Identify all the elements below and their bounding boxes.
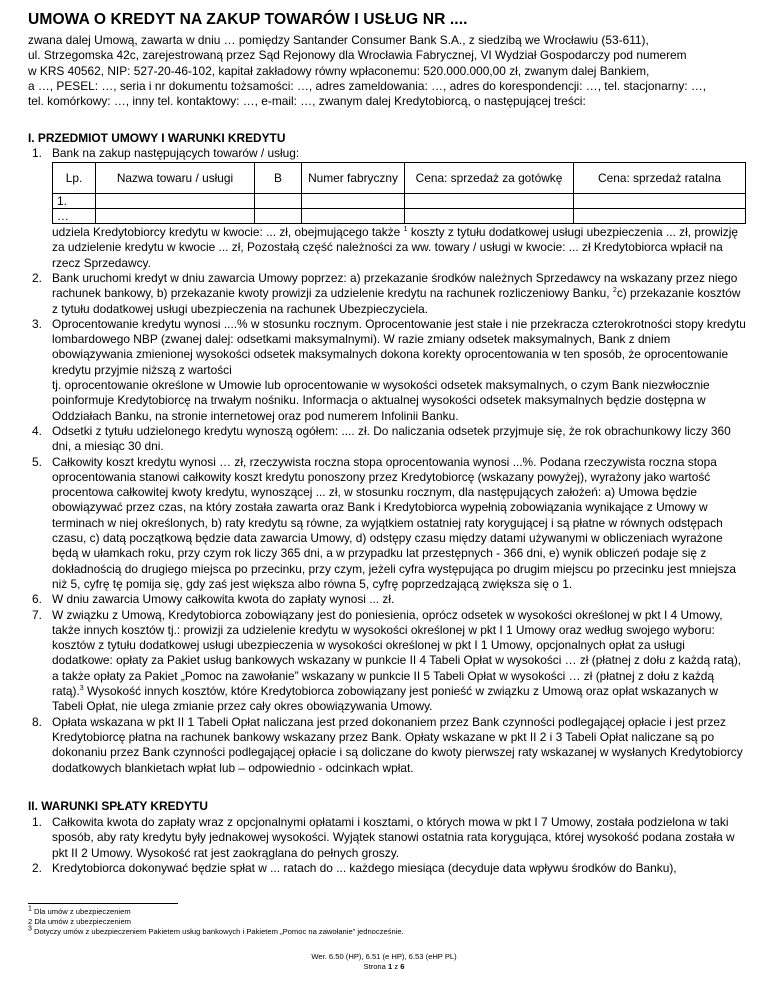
item-text: W dniu zawarcia Umowy całkowita kwota do zapłaty wynosi ... zł.: [52, 592, 395, 607]
section-1-heading: I. PRZEDMIOT UMOWY I WARUNKI KREDYTU: [28, 131, 286, 145]
table-cell: [96, 194, 255, 209]
list-item: [28, 608, 746, 715]
header-installment-price: Cena: sprzedaż ratalna: [574, 163, 746, 194]
table-cell: [96, 209, 255, 224]
intro-line: ul. Strzegomska 42c, zarejestrowaną przez Sąd Rejonowy dla Wrocławia Fabrycznej, VI Wydział Gospodarczy pod numerem: [28, 48, 687, 63]
table-cell: [255, 209, 302, 224]
item-text: Całkowita kwota do zapłaty wraz z opcjonalnymi opłatami i kosztami, o których mowa w pkt I 7 Umowy, została podzielona w taki sposób, aby raty kredytu były jednakowej wysokości. Wyjątek stanowi ostatnia rata korygująca, której wysokość podana została w pkt II 2 Umowy. Wysokość rat jest zaokrąglana do pełnych groszy.: [52, 815, 735, 860]
list-item: [28, 815, 746, 861]
text-run: koszty z tytułu dodatkowej usługi ubezpieczenia ... zł, prowizję za udzielenie kredytu w kwocie ... zł, Pozostałą część należności za ww. towary / usługi w kwocie: ... zł Kredytobiorca wpłacił na rzecz Sprzedawcy.: [52, 225, 738, 270]
page-total: 6: [400, 962, 405, 971]
table-cell: [574, 194, 746, 209]
list-item: [28, 455, 746, 593]
list-item: [28, 424, 746, 455]
table-cell: 1.: [53, 194, 96, 209]
item-text: Opłata wskazana w pkt II 1 Tabeli Opłat naliczana jest przed dokonaniem przez Bank czynności podlegającej opłacie i jest przez Kredytobiorcę płatna na rachunek bankowy wskazany przez Bank. Opłaty wskazane w pkt II 2 i 3 Tabeli Opłat naliczane są po dokonaniu przez Bank czynności podlegającej opłacie i są doliczane do kwoty pierwszej raty wskazanej w wysłanych Kredytobiorcy dodatkowych blankietach wpłat lub – odpowiednio - odcinkach wpłat.: [52, 714, 743, 775]
footnote: [28, 927, 746, 937]
intro-line: w KRS 40562, NIP: 527-20-46-102, kapitał zakładowy równy wpłaconemu: 520.000.000,00 zł, zwanym dalej Bankiem,: [28, 63, 650, 78]
section-2-heading: II. WARUNKI SPŁATY KREDYTU: [28, 799, 208, 813]
section-1-item-1: [28, 146, 746, 161]
table-cell: [302, 209, 405, 224]
table-row: [53, 209, 746, 224]
list-item: [28, 317, 746, 424]
item-text: Odsetki z tytułu udzielonego kredytu wynoszą ogółem: .... zł. Do naliczania odsetek przyjmuje się, że rok obrachunkowy liczy 360 dni, a miesiąc 30 dni.: [52, 423, 731, 454]
section-1-items: [28, 271, 746, 776]
item-number: 1.: [32, 146, 42, 160]
footnote: [28, 907, 746, 917]
item-text: [52, 225, 746, 271]
header-lp: Lp.: [53, 163, 96, 194]
table-cell: [405, 194, 574, 209]
item-text: Całkowity koszt kredytu wynosi … zł, rzeczywista roczna stopa oprocentowania wynosi ...%. Podana rzeczywista roczna stopa oprocentowania stanowi całkowity koszt kredytu ponoszony przez Kredytobiorcę (wskazany powyżej), wyrażony jako wartość procentowa całkowitej kwoty kredytu, wynoszącej ... zł, w stosunku rocznym, dla następujących założeń: a) Umowa będzie obowiązywać przez czas, na który została zawarta oraz Bank i Kredytobiorca wypełnią zobowiązania wynikające z Umowy w terminach w niej określonych, b) raty kredytu są równe, za wyjątkiem ostatniej raty korygującej i są płatne w równych odstępach czasu, c) datą początkową będzie data zawarcia Umowy, d) odstępy czasu między datami używanymi w obliczeniach wyrażone będą w ułamkach roku, przy czym rok liczy 365 dni, a w przypadku lat przestępnych - 366 dni, e) wynik obliczeń podaje się z dokładnością do drugiego miejsca po przecinku, przy czym, jeżeli cyfra występująca po drugim miejscu po przecinku jest mniejsza niż 5, cyfrę tę pomija się, gdy zaś jest większa albo równa 5, cyfrę poprzedzającą zwiększa się o 1.: [52, 454, 737, 591]
table-cell: [574, 209, 746, 224]
header-serial: Numer fabryczny: [302, 163, 405, 194]
list-item: [28, 715, 746, 776]
item-text: tj. oprocentowanie określone w Umowie lub oprocentowanie w wysokości odsetek maksymalnych, o czym Bank niezwłocznie poinformuje Kredytobiorcę na trwałym nośniku. Informacja o aktualnej wysokości odsetek maksymalnych będzie dostępna w Oddziałach Banku, na stronie internetowej oraz pod numerem Infolinii Banku.: [52, 378, 710, 423]
item-number: 2.: [32, 860, 42, 875]
footnote-text: Dotyczy umów z ubezpieczeniem Pakietem usług bankowych i Pakietem „Pomoc na zawołanie” jednocześnie.: [31, 927, 404, 936]
footnote-mark: 3: [28, 925, 32, 933]
text-run: W związku z Umową, Kredytobiorca zobowiązany jest do poniesienia, oprócz odsetek w wysokości określonej w pkt I 4 Umowy, także innych kosztów tj.: prowizji za udzielenie kredytu w wysokości określonej w pkt I 1 Umowy oraz według swojego wyboru: kosztów z tytułu dodatkowej usługi ubezpieczenia w wysokości określonej w pkt I 1 Umowy, opcjonalnych opłat za usługi dodatkowe: opłaty za Pakiet usług bankowych wskazany w punkcie II 4 Tabeli Opłat w wysokości … zł (płatnej z dołu z każdą ratą), a także opłaty za Pakiet „Pomoc na zawołanie” wskazany w punkcie II 5 Tabeli Opłat w wysokości … zł (płatnej z dołu z każdą ratą).: [52, 607, 742, 699]
item-number: 6.: [32, 592, 42, 607]
footnote: [28, 917, 746, 927]
text-run: c) przekazanie kosztów z tytułu dodatkowej usługi ubezpieczenia na rachunek Ubezpieczyciela.: [52, 286, 741, 316]
table-row: [53, 194, 746, 209]
section-1-item-1-continued: [52, 225, 746, 271]
item-number: 7.: [32, 607, 42, 622]
footnote-mark: 1: [28, 905, 32, 913]
goods-table: [52, 162, 746, 224]
intro-line: a …, PESEL: …, seria i nr dokumentu tożsamości: …, adres zameldowania: …, adres do korespondencji: …, tel. stacjonarny: …,: [28, 78, 707, 93]
item-text: Oprocentowanie kredytu wynosi ....% w stosunku rocznym. Oprocentowanie jest stałe i nie przekracza czterokrotności stopy kredytu lombardowego NBP (zwanej dalej: odsetkami maksymalnymi). W razie zmiany odsetek maksymalnych, Bank z dniem obowiązywania zmienionej wysokości odsetek maksymalnych dokona korekty oprocentowania w ten sposób, że oprocentowanie kredytu przyjmie niższą z wartości: [52, 316, 746, 377]
footnote-ref: 1: [403, 226, 408, 234]
header-name: Nazwa towaru / usługi: [96, 163, 255, 194]
table-cell: …: [53, 209, 96, 224]
item-number: 1.: [32, 815, 42, 829]
item-text: [52, 608, 746, 715]
list-item: [28, 861, 746, 876]
text-run: udziela Kredytobiorcy kredytu w kwocie: ... zł, obejmującego także: [52, 225, 401, 239]
item-text: Kredytobiorca dokonywać będzie spłat w ... ratach do ... każdego miesiąca (decyduje data wpływu środków do Banku),: [52, 860, 677, 875]
section-2-items: [28, 815, 746, 876]
item-number: 3.: [32, 316, 42, 331]
list-item: [28, 271, 746, 317]
table-cell: [255, 194, 302, 209]
item-number: 2.: [32, 271, 42, 285]
item-number: 8.: [32, 714, 42, 729]
header-cash-price: Cena: sprzedaż za gotówkę: [405, 163, 574, 194]
document-title: UMOWA O KREDYT NA ZAKUP TOWARÓW I USŁUG NR ....: [28, 11, 468, 28]
intro-paragraph: [28, 33, 746, 109]
page-prefix: Strona: [363, 962, 388, 971]
footnote-ref: 2: [612, 287, 617, 295]
intro-line: zwana dalej Umową, zawarta w dniu … pomiędzy Santander Consumer Bank S.A., z siedzibą we Wrocławiu (53-611),: [28, 33, 649, 47]
table-cell: [302, 194, 405, 209]
intro-line: tel. komórkowy: …, inny tel. kontaktowy: …, e-mail: …, zwanym dalej Kredytobiorcą, o następującej treści:: [28, 94, 586, 109]
text-run: Wysokość innych kosztów, które Kredytobiorca zobowiązany jest ponieść w związku z Umową oraz opłat wskazanych w Tabeli Opłat, nie ulega zmianie przez cały okres obowiązywania Umowy.: [52, 684, 718, 714]
table-header-row: [53, 163, 746, 194]
page-sep: z: [392, 962, 401, 971]
table-cell: [405, 209, 574, 224]
page-number: [0, 962, 768, 972]
footnote-text: 2 Dla umów z ubezpieczeniem: [28, 917, 131, 926]
header-b: B: [255, 163, 302, 194]
item-number: 4.: [32, 423, 42, 438]
page-current: 1: [387, 962, 393, 971]
footnotes: [28, 903, 746, 937]
item-number: 5.: [32, 454, 42, 469]
footnote-divider: [28, 903, 178, 904]
footnote-text: Dla umów z ubezpieczeniem: [31, 907, 131, 916]
item-text: [52, 271, 746, 317]
version-line: Wer. 6.50 (HP), 6.51 (e HP), 6.53 (eHP PL): [311, 952, 457, 961]
item-text: Bank na zakup następujących towarów / usług:: [52, 146, 300, 160]
text-run: Bank uruchomi kredyt w dniu zawarcia Umowy poprzez: a) przekazanie środków należnych Sprzedawcy na wskazany przez niego rachunek bankowy, b) przekazanie kwoty prowizji za udzielenie kredytu na rachunek rozliczeniowy Banku,: [52, 271, 738, 301]
footnote-ref: 3: [79, 685, 84, 693]
list-item: [28, 592, 746, 607]
